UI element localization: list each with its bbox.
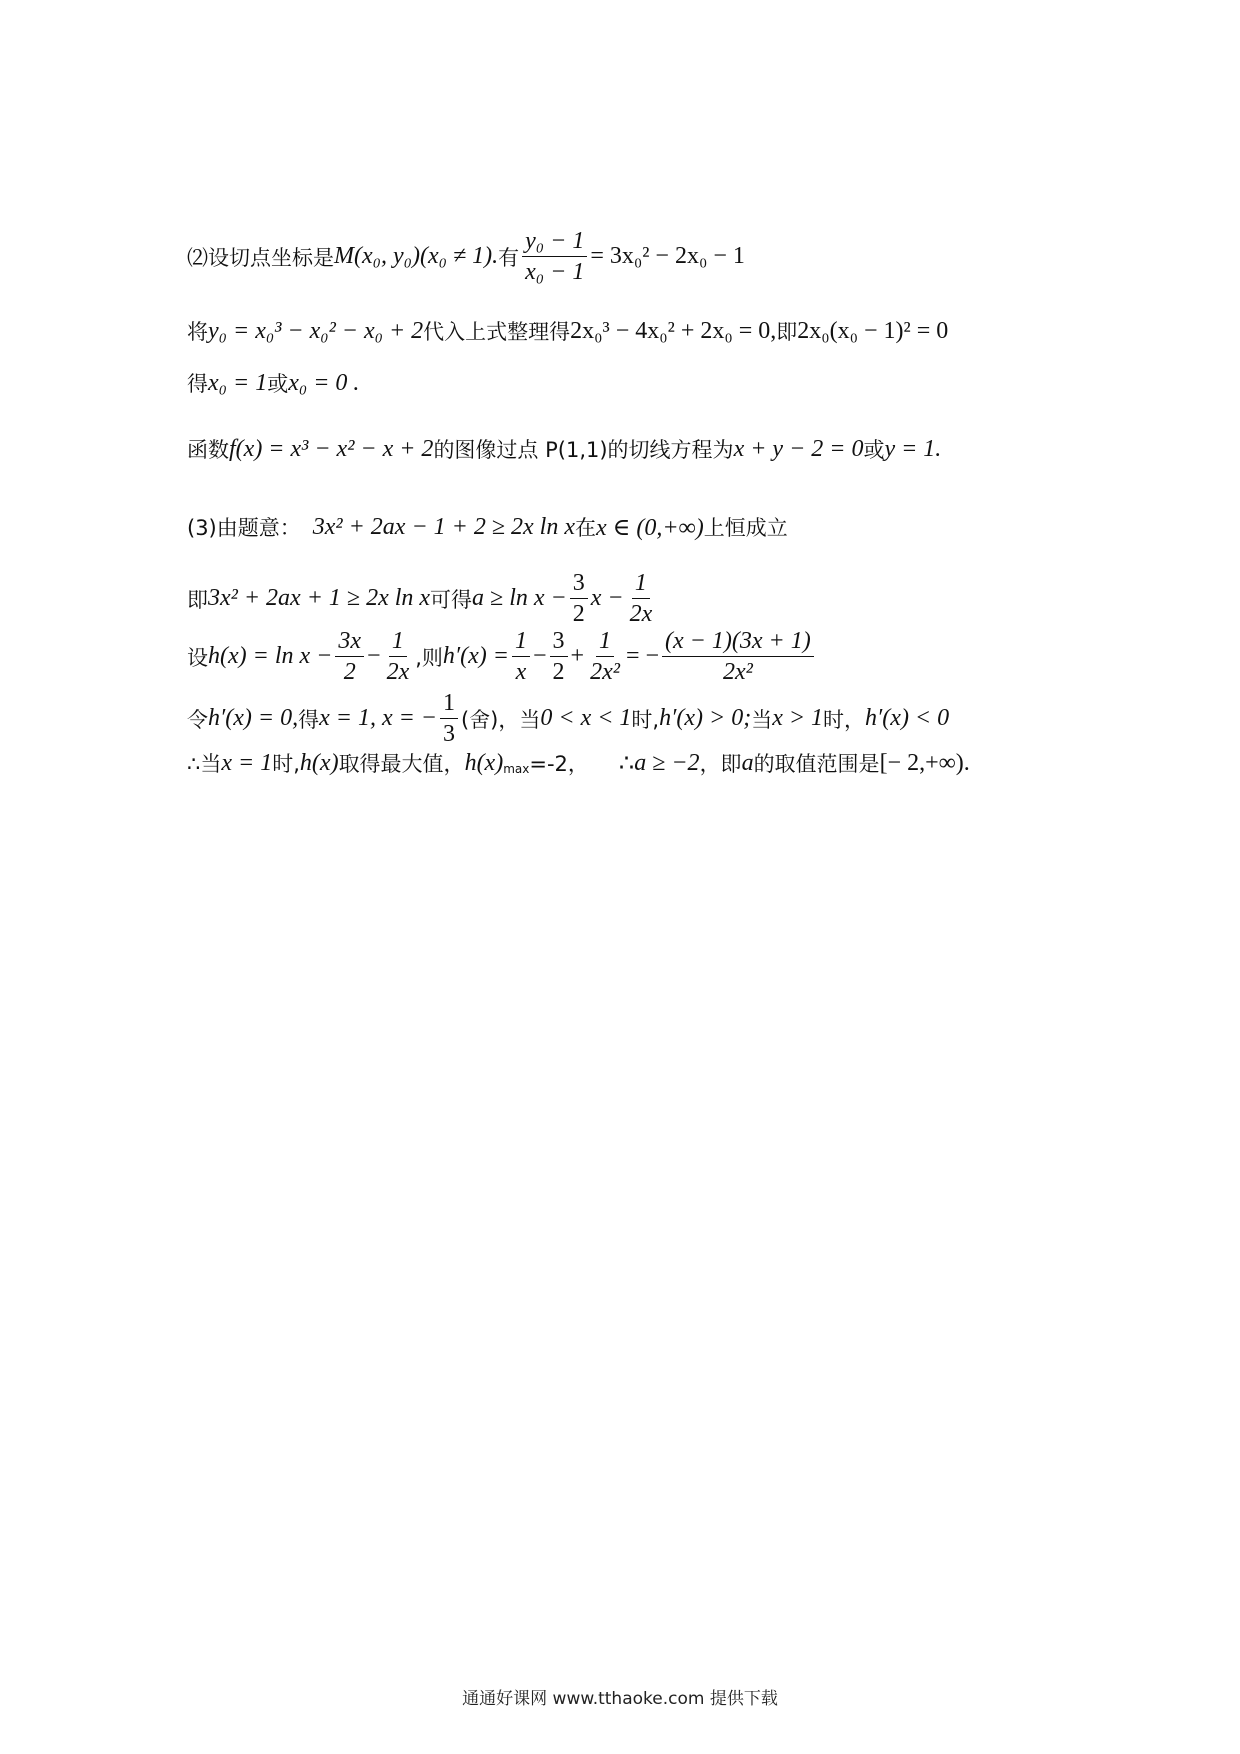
fraction-3-over-2: [550, 628, 568, 686]
minus-sign: −: [367, 643, 381, 670]
denominator: 2x²: [590, 659, 620, 686]
part3-line2: [187, 570, 658, 628]
part3-line4: [187, 690, 949, 748]
max-value: =-2，: [529, 752, 589, 776]
max-point: x = 1: [221, 749, 273, 776]
fraction-3x-over-2: [335, 628, 364, 686]
numerator: 1: [389, 628, 407, 657]
line-prefix: 即: [187, 587, 208, 612]
line2-middle: 代入上式整理得: [423, 320, 571, 344]
max-subscript: max: [503, 762, 530, 776]
numerator: 3: [550, 628, 568, 657]
a-bound-mid: x −: [590, 585, 624, 612]
or-text: 或: [267, 372, 289, 396]
derivative-factored-fraction: [662, 628, 814, 686]
numerator: 1: [632, 570, 650, 599]
max-value-text: 取得最大值，: [338, 752, 465, 776]
part2-line3: [187, 368, 359, 398]
let-text: 设: [187, 645, 208, 670]
tangent-line-1: x + y − 2 = 0: [733, 435, 864, 462]
numerator: 3: [570, 570, 588, 599]
root-2: x₀ = 0 .: [288, 369, 360, 396]
discard-when-text: (舍)，当: [460, 707, 541, 732]
plus-sign: +: [570, 643, 585, 670]
function-def: f(x) = x³ − x² − x + 2: [229, 435, 434, 462]
then-text: ,则: [415, 645, 443, 670]
denominator: 2x: [386, 659, 410, 686]
slope-denominator: x₀ − 1: [525, 259, 585, 286]
time-text-1: 时,: [631, 707, 660, 732]
part2-line4: [187, 434, 941, 464]
denominator: 2: [343, 659, 356, 686]
line4-middle: 的图像过点 P(1,1)的切线方程为: [433, 438, 734, 462]
denominator: 3: [442, 721, 455, 748]
fraction-one-over-2x: [627, 570, 656, 628]
simplified-inequality: 3x² + 2ax + 1 ≥ 2x ln x: [208, 585, 431, 612]
domain: x ∈ (0,+∞): [595, 514, 704, 541]
fraction-three-halves: [570, 570, 588, 628]
get-text: 得: [298, 707, 320, 732]
fraction-1-over-2x: [384, 628, 413, 686]
set-text: 令: [187, 707, 208, 732]
fraction-1-over-2x2: [587, 628, 623, 686]
when-text-2: 当: [751, 707, 773, 732]
factored-equation: 2x₀(x₀ − 1)² = 0: [797, 317, 949, 344]
a-condition: a ≥ −2: [634, 749, 700, 776]
h-derivative: h′(x) =: [442, 643, 509, 670]
holds-text: 上恒成立: [703, 516, 788, 540]
numerator: 1: [512, 628, 530, 657]
denominator: x: [515, 659, 527, 686]
time-text: 时,: [272, 752, 300, 776]
therefore-symbol: ∴: [618, 750, 635, 777]
root-1: x₀ = 1: [208, 369, 268, 396]
h-of-x: h(x): [299, 749, 339, 776]
critical-equation: h′(x) = 0,: [208, 705, 299, 732]
h-max: h(x): [464, 749, 504, 776]
range-label: 的取值范围是: [753, 752, 880, 776]
denominator: 2: [552, 659, 565, 686]
or-text: 或: [863, 438, 885, 462]
fraction-1-over-3: [440, 690, 458, 748]
time-text-2: 时，: [823, 707, 866, 732]
line2-prefix: 将: [187, 320, 208, 344]
h-def: h(x) = ln x −: [208, 643, 333, 670]
denominator: 2x²: [722, 659, 753, 686]
part3-label: (3)由题意：: [187, 516, 301, 540]
interval-1: 0 < x < 1: [540, 705, 632, 732]
part3-line5: [187, 748, 970, 778]
connector-text: 有: [498, 245, 520, 270]
part2-line1: [187, 228, 745, 286]
sign-result-1: h′(x) > 0;: [659, 705, 752, 732]
denominator: 2x: [629, 601, 653, 628]
tangent-line-2: y = 1.: [884, 435, 942, 462]
inequality: 3x² + 2ax − 1 + 2 ≥ 2x ln x: [312, 513, 575, 540]
part3-line3: [187, 628, 817, 686]
that-is-text: 即: [776, 320, 798, 344]
minus-sign: −: [533, 643, 547, 670]
numerator: (x − 1)(3x + 1): [662, 628, 814, 657]
can-get-text: 可得: [430, 587, 473, 612]
a-range: [− 2,+∞).: [879, 749, 970, 776]
footer-credit: 通通好课网 www.tthaoke.com 提供下载: [462, 1689, 778, 1709]
namely-text: ，即: [699, 752, 742, 776]
part2-label: ⑵设切点坐标是: [187, 245, 334, 270]
part2-line2: [187, 316, 948, 346]
equals-minus: = −: [625, 643, 660, 670]
tangent-point: M(x₀, y₀)(x₀ ≠ 1).: [334, 243, 499, 270]
interval-2: x > 1: [772, 705, 824, 732]
line3-prefix: 得: [187, 372, 208, 396]
therefore-when-text: ∴当: [187, 752, 222, 776]
denominator: 2: [572, 601, 585, 628]
line4-prefix: 函数: [187, 438, 229, 462]
a-bound-lhs: a ≥ ln x −: [472, 585, 567, 612]
in-text: 在: [574, 516, 596, 540]
substitution-expr: y₀ = x₀³ − x₀² − x₀ + 2: [208, 317, 424, 344]
slope-fraction: [522, 228, 587, 286]
a-variable: a: [741, 749, 754, 776]
critical-points: x = 1, x = −: [319, 705, 437, 732]
part3-line1: [187, 512, 788, 542]
numerator: 3x: [335, 628, 364, 657]
slope-numerator: y₀ − 1: [522, 228, 587, 257]
slope-rhs: = 3x₀² − 2x₀ − 1: [590, 243, 745, 270]
numerator: 1: [596, 628, 614, 657]
sign-result-2: h′(x) < 0: [865, 705, 950, 732]
simplified-equation: 2x₀³ − 4x₀² + 2x₀ = 0,: [570, 317, 777, 344]
numerator: 1: [440, 690, 458, 719]
fraction-1-over-x: [512, 628, 530, 686]
